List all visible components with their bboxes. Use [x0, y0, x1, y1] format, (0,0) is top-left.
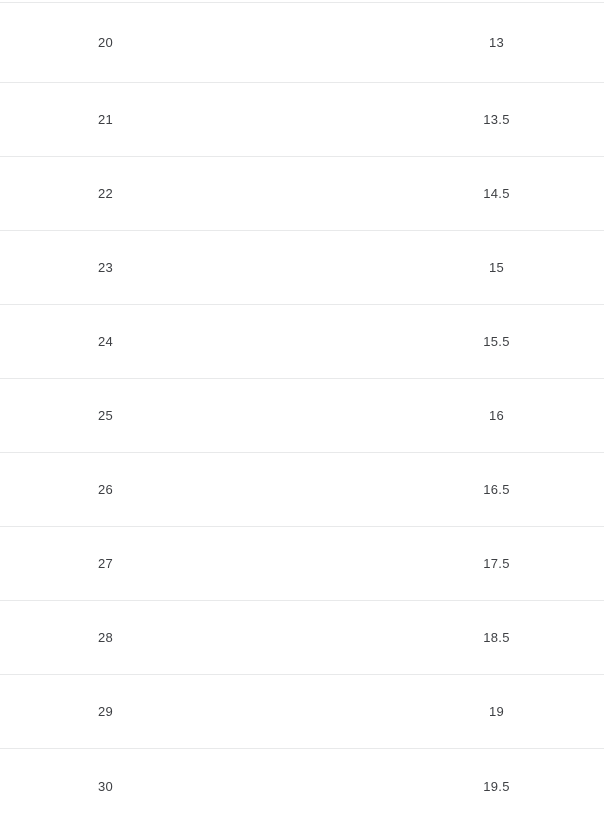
cell-right-value: 19: [488, 703, 505, 719]
table-row: [0, 527, 604, 601]
cell-right-value: 15: [488, 259, 505, 275]
cell-right-value: 13: [488, 34, 505, 50]
cell-left-value: 22: [97, 185, 114, 201]
table-row: [0, 231, 604, 305]
cell-left-value: 29: [97, 703, 114, 719]
table-row: [0, 601, 604, 675]
cell-right-value: 16: [488, 407, 505, 423]
cell-right-value: 13.5: [483, 111, 510, 127]
table-row: [0, 83, 604, 157]
cell-left-value: 25: [97, 407, 114, 423]
cell-left-value: 24: [97, 333, 114, 349]
cell-left-value: 23: [97, 259, 114, 275]
cell-left-value: 30: [97, 779, 114, 795]
table-row: [0, 3, 604, 83]
table-row: [0, 379, 604, 453]
cell-right-value: 19.5: [483, 779, 510, 795]
size-conversion-table: [0, 2, 604, 825]
table-row: [0, 305, 604, 379]
table-row: [0, 157, 604, 231]
table-row: [0, 749, 604, 826]
table-row: [0, 675, 604, 749]
cell-right-value: 17.5: [483, 555, 510, 571]
cell-left-value: 28: [97, 629, 114, 645]
cell-left-value: 27: [97, 555, 114, 571]
cell-right-value: 15.5: [483, 333, 510, 349]
cell-right-value: 16.5: [483, 481, 510, 497]
table-row: [0, 453, 604, 527]
cell-left-value: 21: [97, 111, 114, 127]
cell-left-value: 26: [97, 481, 114, 497]
cell-right-value: 14.5: [483, 185, 510, 201]
cell-right-value: 18.5: [483, 629, 510, 645]
cell-left-value: 20: [97, 34, 114, 50]
